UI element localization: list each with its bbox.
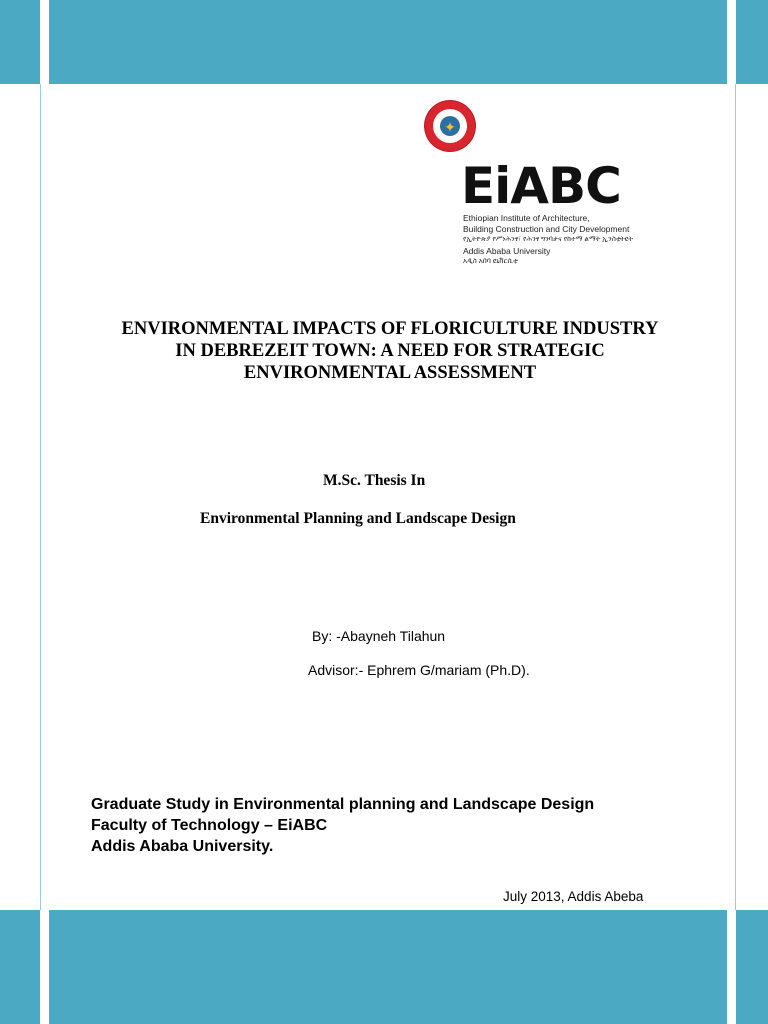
thesis-title (60, 318, 720, 384)
right-page-strip (736, 84, 768, 910)
institution-line-2: Faculty of Technology – EiABC (91, 817, 328, 834)
logo-line-2: Building Construction and City Development (463, 224, 630, 234)
university-seal-icon: ✦ (425, 101, 475, 151)
logo-line-5: አዲስ አበባ ዩኒቨርሲቲ (463, 258, 518, 265)
logo-line-4: Addis Ababa University (463, 246, 551, 256)
logo-line-3: የኢትዮጵያ የሥነሕንፃ፣ የሕንፃ ግንባታና የከተማ ልማት ኢንስቲትዩት (463, 236, 634, 243)
logo-line-1: Ethiopian Institute of Architecture, (463, 213, 590, 223)
advisor-line: Advisor:- Ephrem G/mariam (Ph.D). (308, 662, 530, 678)
left-page-strip (0, 84, 40, 910)
frame-cell-bottom-right (736, 910, 768, 1024)
title-line-3: ENVIRONMENTAL ASSESSMENT (243, 363, 537, 383)
institution-line-3: Addis Ababa University. (91, 838, 274, 855)
right-page-edge (735, 84, 736, 910)
left-white-column (40, 0, 49, 1024)
frame-cell-top-right (736, 0, 768, 84)
left-page-edge (40, 84, 41, 910)
institution-line-1: Graduate Study in Environmental planning and Landscape Design (91, 796, 595, 813)
title-line-1: ENVIRONMENTAL IMPACTS OF FLORICULTURE INDUSTRY (121, 319, 659, 339)
frame-cell-bottom-left (0, 910, 40, 1024)
date-line: July 2013, Addis Abeba (503, 889, 644, 904)
author-line: By: -Abayneh Tilahun (312, 628, 446, 644)
title-line-2: IN DEBREZEIT TOWN: A NEED FOR STRATEGIC (175, 341, 605, 361)
eiabc-logo: EiABC (461, 157, 621, 215)
program-line: Environmental Planning and Landscape Design (200, 510, 516, 527)
degree-line: M.Sc. Thesis In (323, 472, 426, 489)
frame-cell-top-left (0, 0, 40, 84)
